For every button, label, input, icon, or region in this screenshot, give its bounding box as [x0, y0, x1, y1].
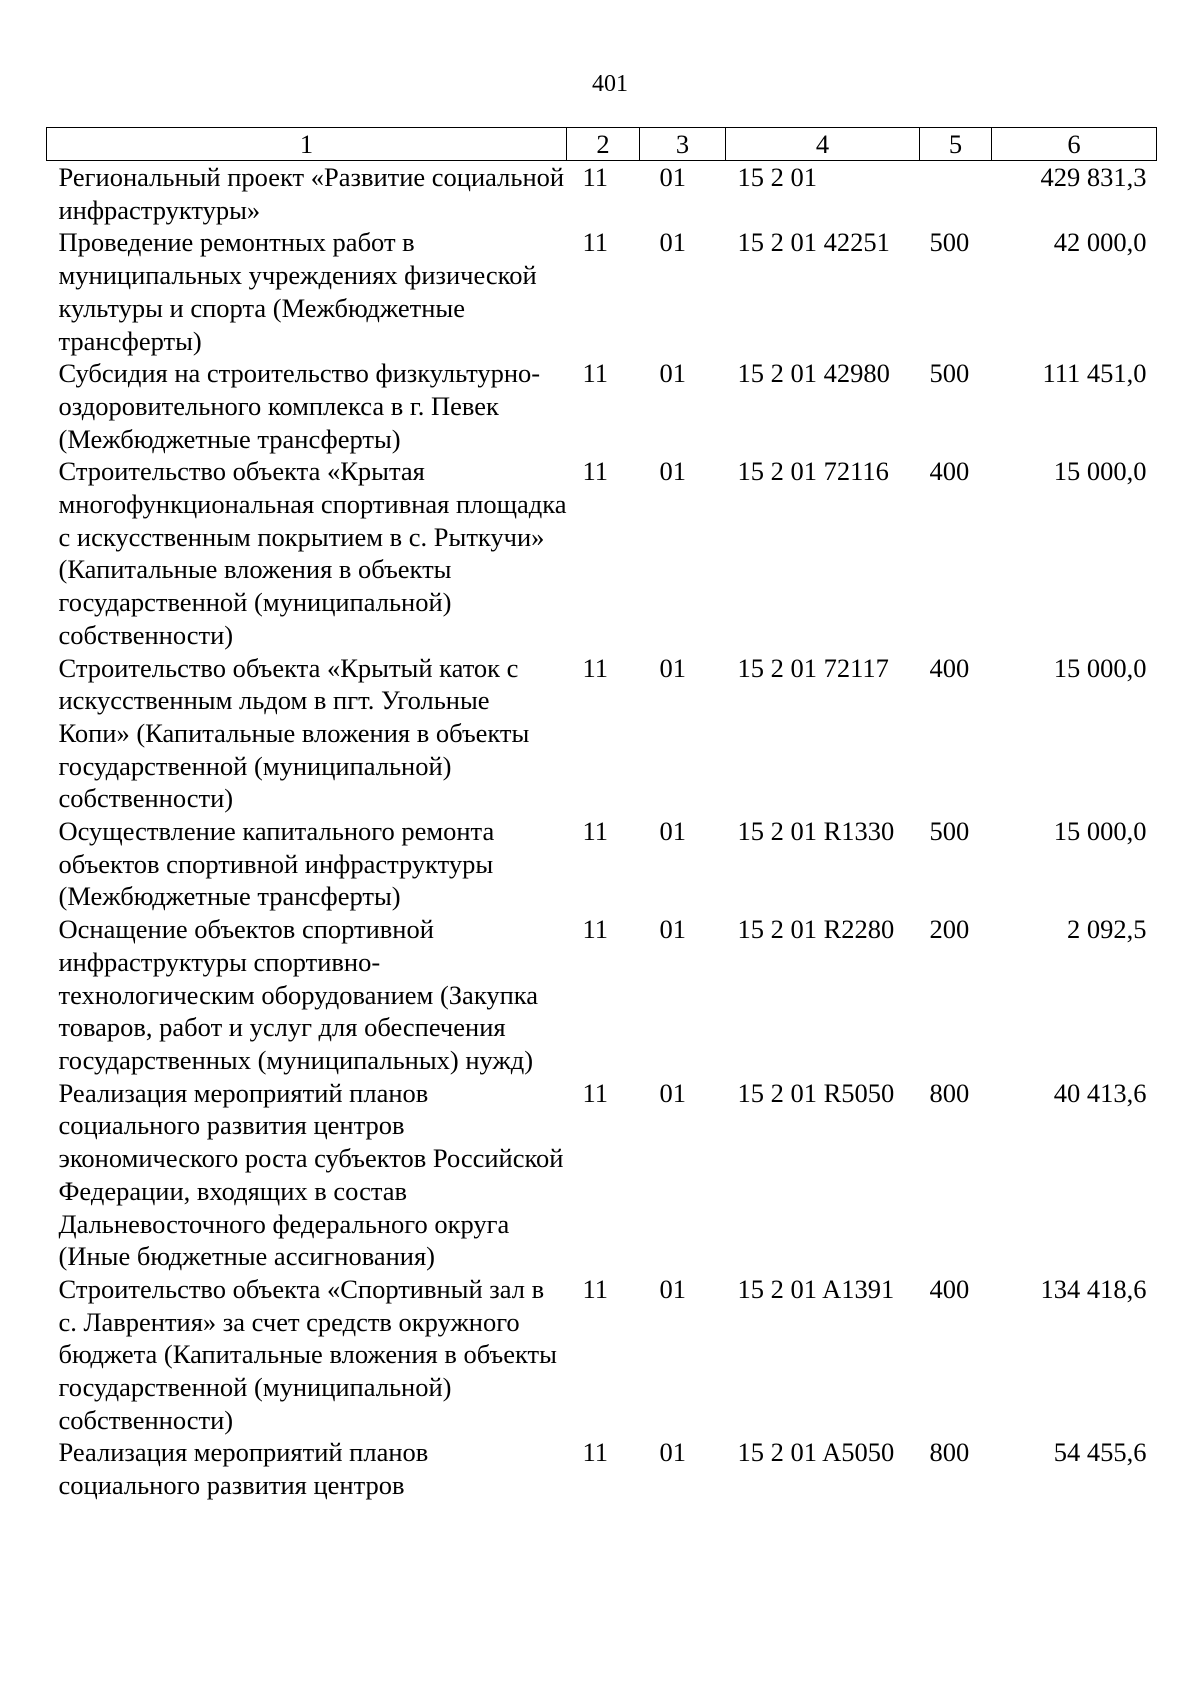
subsection-code: 01: [659, 358, 686, 389]
table-row: [47, 815, 1157, 913]
amount: 40 413,6: [1053, 1077, 1147, 1108]
item-name: Строительство объекта «Крытый каток с искусственным льдом в пгт. Угольные Копи» (Капитальные вложения в объекты государственной (муниципальной) собственности): [58, 652, 530, 814]
target-article-code: 15 2 01 A1391: [737, 1273, 895, 1304]
amount: 111 451,0: [1042, 358, 1147, 389]
amount: 134 418,6: [1040, 1273, 1147, 1304]
target-article-code: 15 2 01 42980: [737, 358, 890, 389]
column-header-5: 5: [920, 128, 992, 161]
section-code: 11: [582, 652, 609, 683]
subsection-code: 01: [659, 652, 686, 683]
section-code: 11: [582, 816, 609, 847]
section-code: 11: [582, 162, 609, 192]
item-name: Оснащение объектов спортивной инфраструктуры спортивно-технологическим оборудованием (Закупка товаров, работ и услуг для обеспечения государственных (муниципальных) нужд): [58, 914, 538, 1075]
expense-type-code: 500: [929, 358, 970, 389]
section-code: 11: [582, 456, 609, 487]
table-row: [47, 161, 1157, 227]
target-article-code: 15 2 01 A5050: [737, 1437, 895, 1468]
column-header-6: 6: [992, 128, 1157, 161]
table-row: [47, 357, 1157, 455]
item-name: Осуществление капитального ремонта объектов спортивной инфраструктуры (Межбюджетные трансферты): [58, 816, 495, 912]
table-row: [47, 913, 1157, 1077]
expense-type-code: 400: [929, 1273, 970, 1304]
subsection-code: 01: [659, 1077, 686, 1108]
page-number: 401: [592, 71, 628, 97]
subsection-code: 01: [659, 1437, 686, 1468]
subsection-code: 01: [659, 162, 686, 192]
amount: 429 831,3: [1040, 162, 1147, 192]
column-header-4: 4: [726, 128, 920, 161]
section-code: 11: [582, 1273, 609, 1304]
item-name: Проведение ремонтных работ в муниципальных учреждениях физической культуры и спорта (Межбюджетные трансферты): [58, 227, 537, 356]
amount: 54 455,6: [1053, 1437, 1147, 1468]
section-code: 11: [582, 1077, 609, 1108]
amount: 15 000,0: [1053, 456, 1147, 487]
expense-type-code: [920, 161, 992, 227]
table-header-row: [47, 128, 1157, 161]
item-name: Реализация мероприятий планов социального развития центров: [58, 1437, 429, 1501]
column-header-1: 1: [47, 128, 567, 161]
section-code: 11: [582, 914, 609, 945]
table-row: [47, 652, 1157, 816]
item-name: Строительство объекта «Спортивный зал в с. Лаврентия» за счет средств окружного бюджета (Капитальные вложения в объекты государственной (муниципальной) собственности): [58, 1273, 557, 1435]
expense-type-code: 800: [929, 1077, 970, 1108]
target-article-code: 15 2 01 R2280: [737, 914, 895, 945]
item-name: Региональный проект «Развитие социальной инфраструктуры»: [58, 162, 565, 225]
section-code: 11: [582, 358, 609, 389]
subsection-code: 01: [659, 456, 686, 487]
expense-type-code: 500: [929, 227, 970, 258]
subsection-code: 01: [659, 816, 686, 847]
expense-type-code: 400: [929, 652, 970, 683]
target-article-code: 15 2 01 72117: [737, 652, 889, 683]
subsection-code: 01: [659, 1273, 686, 1304]
subsection-code: 01: [659, 227, 686, 258]
expense-type-code: 500: [929, 816, 970, 847]
budget-table: [46, 127, 1157, 1502]
target-article-code: 15 2 01: [737, 162, 817, 192]
table-row: [47, 1436, 1157, 1501]
amount: 15 000,0: [1053, 816, 1147, 847]
amount: 15 000,0: [1053, 652, 1147, 683]
expense-type-code: 800: [929, 1437, 970, 1468]
item-name: Реализация мероприятий планов социального развития центров экономического роста субъектов Российской Федерации, входящих в состав Дальневосточного федерального округа (Иные бюджетные ассигнования): [58, 1077, 564, 1272]
column-header-2: 2: [567, 128, 640, 161]
column-header-3: 3: [640, 128, 726, 161]
table-row: [47, 455, 1157, 651]
table-row: [47, 226, 1157, 357]
target-article-code: 15 2 01 R5050: [737, 1077, 895, 1108]
section-code: 11: [582, 227, 609, 258]
table-row: [47, 1077, 1157, 1273]
expense-type-code: 400: [929, 456, 970, 487]
item-name: Строительство объекта «Крытая многофункциональная спортивная площадка с искусственным покрытием в с. Рыткучи» (Капитальные вложения в объекты государственной (муниципальной) собственности): [58, 456, 567, 650]
expense-type-code: 200: [929, 914, 970, 945]
section-code: 11: [582, 1437, 609, 1468]
target-article-code: 15 2 01 42251: [737, 227, 890, 258]
subsection-code: 01: [659, 914, 686, 945]
table-row: [47, 1273, 1157, 1437]
target-article-code: 15 2 01 R1330: [737, 816, 895, 847]
target-article-code: 15 2 01 72116: [737, 456, 889, 487]
amount: 2 092,5: [1067, 914, 1147, 945]
item-name: Субсидия на строительство физкультурно-оздоровительного комплекса в г. Певек (Межбюджетные трансферты): [58, 358, 541, 454]
amount: 42 000,0: [1053, 227, 1147, 258]
